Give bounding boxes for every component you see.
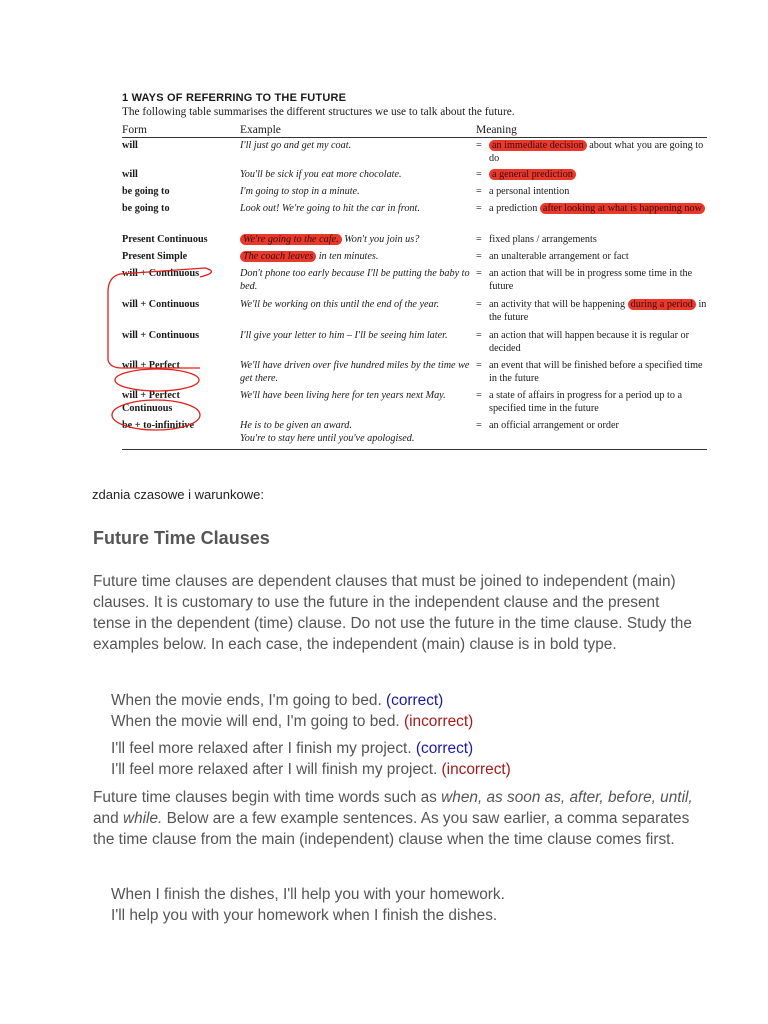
meaning-cell: = an unalterable arrangement or fact (476, 251, 629, 262)
highlight: We're going to the cafe. (240, 234, 342, 245)
example-cell: I'll just go and get my coat. (240, 140, 352, 151)
header-meaning: Meaning (476, 124, 517, 136)
example-cell: The coach leaves in ten minutes. (240, 251, 476, 264)
example-cell: You'll be sick if you eat more chocolate. (240, 169, 402, 180)
table-row (122, 203, 707, 216)
table-title: 1 WAYS OF REFERRING TO THE FUTURE (122, 92, 347, 104)
highlight: an immediate decision (489, 140, 587, 151)
table-bottom-rule (122, 449, 707, 450)
table-row (122, 390, 707, 415)
example-line: When I finish the dishes, I'll help you with your homework. (111, 886, 505, 903)
meaning-cell: = an event that will be finished before a specified time in the future (476, 360, 703, 384)
section-heading: Future Time Clauses (93, 528, 270, 548)
form-cell: be going to (122, 186, 170, 197)
example-line: I'll feel more relaxed after I will finish my project. (incorrect) (111, 761, 511, 778)
scanned-future-table (122, 92, 707, 444)
example-cell: Don't phone too early because I'll be putting the baby to bed. (240, 268, 470, 292)
table-row (122, 251, 707, 264)
form-cell: will + Continuous (122, 330, 200, 341)
time-words: when, as soon as, after, before, until, (441, 789, 693, 806)
form-cell: Present Continuous (122, 234, 208, 245)
table-row (122, 360, 707, 385)
paragraph-intro: Future time clauses are dependent clauses that must be joined to independent (main) clauses. It is customary to use the future in the independent clause and the present tense in the dependent (time) clause. Do not use the future in the time clause. Study the examples below. In each case, the independent (main) clause is in bold type. (93, 573, 692, 653)
example-line: I'll help you with your homework when I finish the dishes. (111, 907, 498, 924)
meaning-cell: = fixed plans / arrangements (476, 234, 597, 245)
table-row (122, 234, 707, 247)
highlight: a general prediction (489, 169, 576, 180)
table-row (122, 268, 707, 293)
caption: zdania czasowe i warunkowe: (92, 487, 264, 502)
table-row (122, 330, 707, 355)
meaning-cell: = an activity that will be happening during a period in the future (476, 299, 707, 323)
header-form: Form (122, 124, 147, 136)
table-row (122, 299, 707, 324)
example-cell: He is to be given an award. You're to stay here until you've apologised. (240, 420, 415, 444)
table-intro: The following table summarises the different structures we use to talk about the future. (122, 106, 515, 118)
table-header (122, 124, 707, 138)
table-row (122, 169, 707, 182)
meaning-cell: = an official arrangement or order (476, 420, 619, 431)
example-cell: I'll give your letter to him – I'll be seeing him later. (240, 330, 448, 341)
example-cell: We'll have been living here for ten years next May. (240, 390, 446, 401)
example-cell: I'm going to stop in a minute. (240, 186, 360, 197)
form-cell: will + Continuous (122, 299, 200, 310)
table-row (122, 186, 707, 199)
form-cell: be + to-infinitive (122, 420, 195, 431)
meaning-cell: = an action that will happen because it is regular or decided (476, 330, 689, 354)
highlight: The coach leaves (240, 251, 316, 262)
header-example: Example (240, 124, 281, 136)
meaning-cell: = a prediction after looking at what is happening now (476, 203, 707, 216)
example-line: When the movie ends, I'm going to bed. (correct) (111, 692, 444, 709)
form-cell: Present Simple (122, 251, 188, 262)
correct-tag: (correct) (386, 692, 444, 709)
time-word-while: while. (122, 810, 163, 827)
example-line: I'll feel more relaxed after I finish my project. (correct) (111, 740, 474, 757)
table-row (122, 140, 707, 165)
meaning-cell: = a personal intention (476, 186, 570, 197)
example-cell: We'll be working on this until the end of the year. (240, 299, 440, 310)
form-cell: will (122, 140, 138, 151)
meaning-cell: = an immediate decision about what you are going to do (476, 140, 704, 164)
form-cell: will + Perfect (122, 360, 180, 371)
highlight: during a period (628, 299, 696, 310)
correct-tag: (correct) (415, 740, 474, 757)
form-cell: be going to (122, 203, 170, 214)
example-cell: We'll have driven over five hundred miles by the time we get there. (240, 360, 470, 384)
form-cell: will + Continuous (122, 268, 200, 279)
meaning-cell: = a state of affairs in progress for a period up to a specified time in the future (476, 390, 683, 414)
meaning-cell: = an action that will be in progress some time in the future (476, 268, 693, 292)
incorrect-tag: (incorrect) (441, 761, 511, 778)
paragraph-time-words: Future time clauses begin with time words such as when, as soon as, after, before, until, and while. Below are a few example sentences. As you saw earlier, a comma separates the time clause from the main (independent) clause when the time clause comes first. (93, 789, 693, 848)
example-cell: We're going to the cafe. Won't you join us? (240, 234, 476, 247)
incorrect-tag: (incorrect) (403, 713, 474, 730)
highlight: after looking at what is happening now (540, 203, 705, 214)
table-row (122, 420, 707, 445)
form-cell: will + Perfect Continuous (122, 390, 180, 414)
meaning-cell: = a general prediction (476, 169, 707, 182)
form-cell: will (122, 169, 138, 180)
example-cell: Look out! We're going to hit the car in front. (240, 203, 420, 214)
example-line: When the movie will end, I'm going to bed. (incorrect) (111, 713, 474, 730)
